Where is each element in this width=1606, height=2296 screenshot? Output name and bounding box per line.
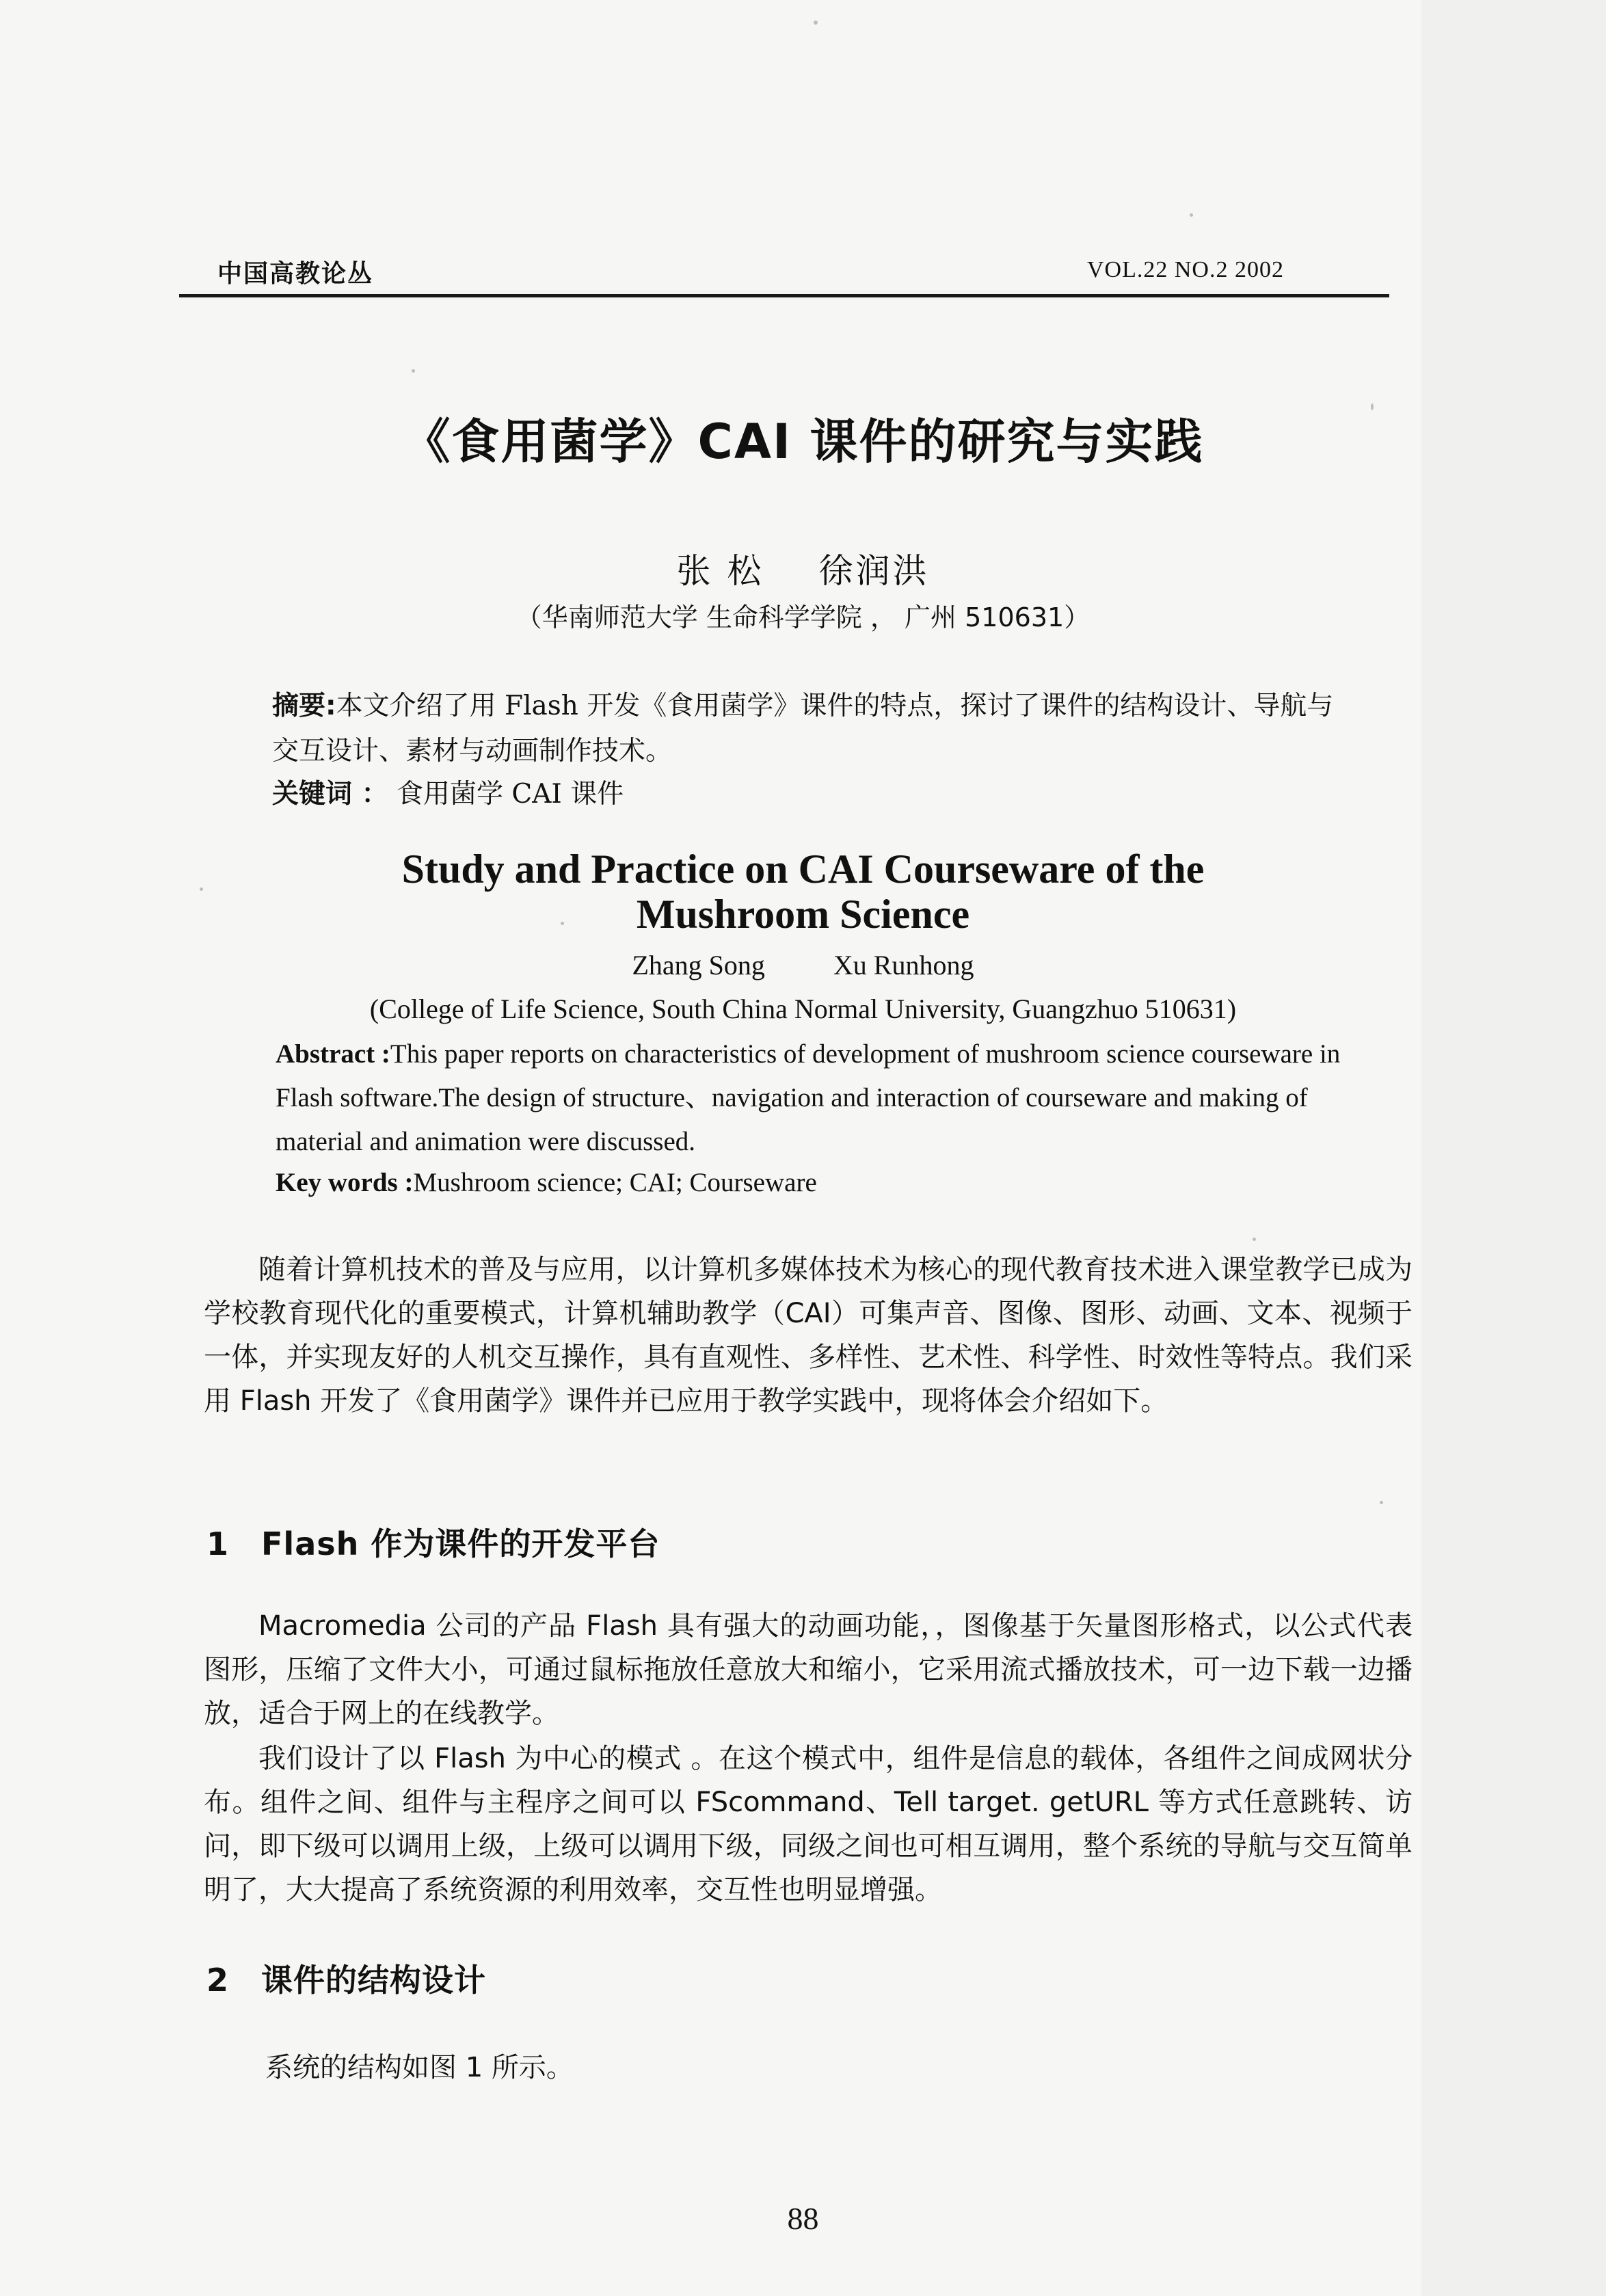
section-1-paragraph-1: Macromedia 公司的产品 Flash 具有强大的动画功能，，图像基于矢量图形格式，以公式代表图形，压缩了文件大小，可通过鼠标拖放任意放大和缩小，它采用流式播放技术，可一边下载一边播放，适合于网上的在线教学。 (204, 1610, 1413, 1729)
scan-speck (200, 887, 203, 891)
abstract-chinese (272, 684, 1339, 774)
abstract-cn-label: 摘要: (272, 691, 336, 721)
scan-speck (1190, 213, 1193, 217)
section-2-title: 课件的结构设计 (261, 1962, 486, 1999)
affiliation-english: (College of Life Science, South China Normal University, Guangzhuo 510631) (369, 993, 1237, 1024)
title-en-line1: Study and Practice on CAI Courseware of the (401, 846, 1205, 892)
scan-speck (561, 922, 564, 925)
author-en-1: Zhang Song (632, 950, 765, 980)
title-english (0, 846, 1606, 937)
authors-chinese (0, 544, 1606, 593)
authors-english (0, 949, 1606, 981)
section-2-number: 2 (206, 1962, 230, 1999)
scan-speck (1253, 1238, 1256, 1241)
title-chinese: 《食用菌学》CAI 课件的研究与实践 (402, 414, 1204, 470)
author-cn-1: 张 松 (676, 551, 764, 591)
journal-name: 中国高教论丛 (217, 260, 374, 288)
abstract-cn-text: 本文介绍了用 Flash 开发《食用菌学》课件的特点，探讨了课件的结构设计、导航与交互设计、素材与动画制作技术。 (272, 691, 1334, 766)
abstract-english (276, 1032, 1342, 1164)
keywords-chinese (272, 773, 624, 811)
issue-info: VOL.22 NO.2 2002 (1087, 257, 1284, 282)
scan-edge (1421, 0, 1606, 2296)
section-1-number: 1 (206, 1525, 230, 1562)
keywords-cn-text: 食用菌学 CAI 课件 (396, 779, 624, 810)
abstract-en-text: This paper reports on characteristics of development of mushroom science courseware in Flash software.The design of structure、navigation and interaction of courseware and making of material and animation were discussed. (276, 1039, 1341, 1156)
scan-speck (814, 21, 818, 25)
page-number: 88 (787, 2201, 819, 2236)
author-cn-2: 徐润洪 (818, 551, 930, 591)
keywords-en-label: Key words : (276, 1168, 414, 1197)
section-1-title: Flash 作为课件的开发平台 (261, 1525, 660, 1562)
section-heading-1 (206, 1519, 660, 1564)
affiliation-chinese: （华南师范大学 生命科学学院 ， 广州 510631） (516, 602, 1090, 632)
section-heading-2 (206, 1955, 486, 2001)
section-2-paragraph-1: 系统的结构如图 1 所示。 (265, 2052, 574, 2083)
scan-speck (1380, 1501, 1383, 1504)
scan-speck (412, 369, 415, 373)
header-rule (179, 294, 1389, 297)
section-1-paragraph-2: 我们设计了以 Flash 为中心的模式 。在这个模式中，组件是信息的载体，各组件之间成网状分布。组件之间、组件与主程序之间可以 FScommand、Tell target. getURL 等方式任意跳转、访问，即下级可以调用上级，上级可以调用下级，同级之间也可相互调用，整个系统的导航与交互简单明了，大大提高了系统资源的利用效率，交互性也明显增强。 (204, 1743, 1413, 1906)
keywords-cn-label: 关键词 ： (272, 779, 388, 810)
author-en-2: Xu Runhong (833, 950, 974, 980)
title-en-line2: Mushroom Science (636, 892, 970, 937)
intro-paragraph: 随着计算机技术的普及与应用，以计算机多媒体技术为核心的现代教育技术进入课堂教学已成为学校教育现代化的重要模式，计算机辅助教学（CAI）可集声音、图像、图形、动画、文本、视频于一体，并实现友好的人机交互操作，具有直观性、多样性、艺术性、科学性、时效性等特点。我们采用 Flash 开发了《食用菌学》课件并已应用于教学实践中，现将体会介绍如下。 (204, 1254, 1413, 1417)
abstract-en-label: Abstract : (276, 1039, 390, 1069)
scan-speck (1371, 403, 1374, 410)
keywords-en-text: Mushroom science; CAI; Courseware (413, 1168, 817, 1197)
keywords-english (276, 1167, 817, 1198)
